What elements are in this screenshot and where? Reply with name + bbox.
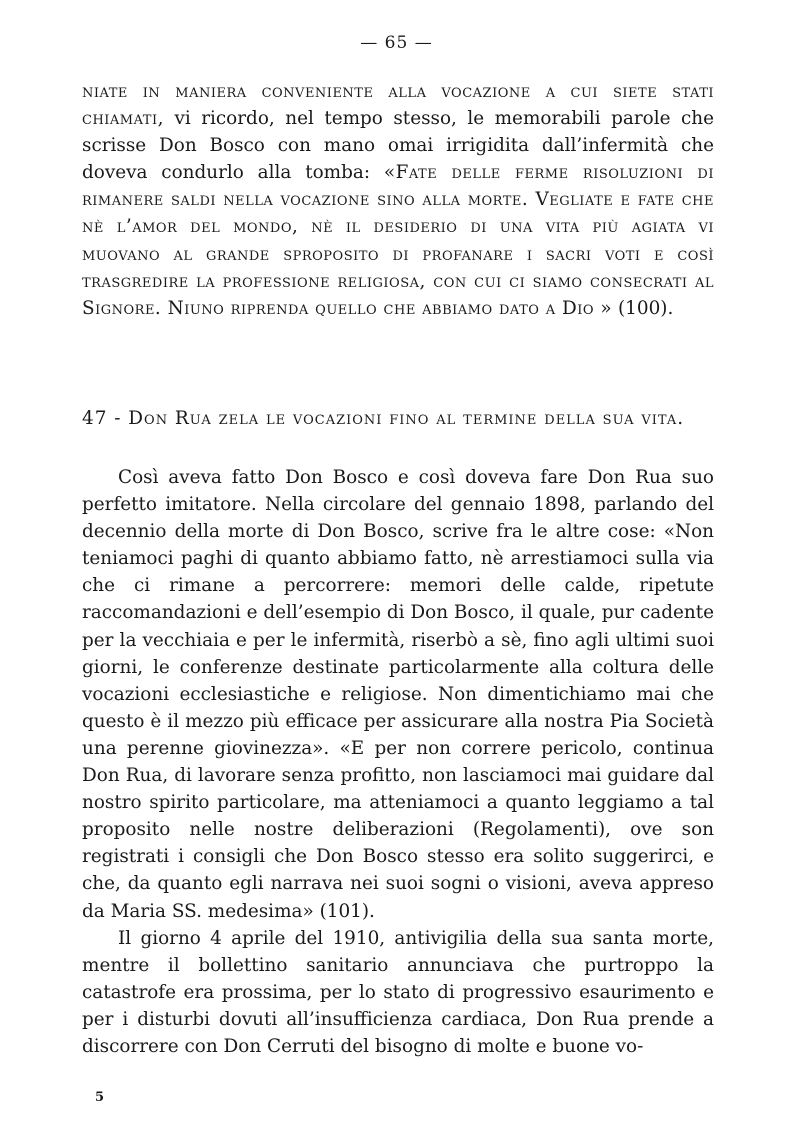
continued-paragraph bbox=[82, 78, 714, 322]
small-caps-quote-part-1: «Fate delle ferme risoluzioni di rimanere saldi nella vocazione sino alla morte. Vegliate e fate che nè l’amor del mondo, nè il desiderio di una vita più agiata vi muovano al grande sproposito di profanare i sacri voti e così trasgredire la professione religiosa, bbox=[82, 162, 714, 292]
page-number: — 65 — bbox=[360, 33, 433, 53]
paragraph: Così aveva fatto Don Bosco e così doveva fare Don Rua suo perfetto imitatore. Nella circolare del gennaio 1898, parlando del decennio della morte di Don Bosco, scrive fra le altre cose: «Non teniamoci paghi di quanto abbiamo fatto, nè arrestiamoci sulla via che ci rimane a percorrere: memori delle calde, ripetute raccomandazioni e dell’esempio di Don Bosco, il quale, pur cadente per la vecchiaia e per le infermità, riserbò a sè, fino agli ultimi suoi giorni, le conferenze destinate particolarmente alla coltura delle vocazioni ecclesiastiche e religiose. Non dimentichiamo mai che questo è il mezzo più efficace per assicurare alla nostra Pia Società una perenne giovinezza». «E per non correre pericolo, continua Don Rua, di lavorare senza profitto, non lasciamoci mai guidare dal nostro spirito particolare, ma atteniamoci a quanto leggiamo a tal proposito nelle nostre deliberazioni (Regolamenti), ove son registrati i consigli che Don Bosco stesso era solito suggerirci, e che, da quanto egli narrava nei suoi sogni o visioni, aveva appreso da Maria SS. medesima» (101). bbox=[82, 467, 714, 922]
body-text: vi ricordo, nel tempo stesso, le memorabili parole che scrisse Don Bosco con mano omai irrigidita dall’infermità che doveva condurlo alla tomba: bbox=[82, 108, 714, 184]
paragraph: Il giorno 4 aprile del 1910, antivigilia della sua santa morte, mentre il bollettino sanitario annunciava che purtroppo la catastrofe era prossima, per lo stato di progressivo esaurimento e per i disturbi dovuti all’insufficienza cardiaca, Don Rua prende a discorrere con Don Cerruti del bisogno di molte e buone vo- bbox=[82, 927, 714, 1057]
small-caps-lead: niate in maniera conveniente alla vocazione a cui siete stati chiamati, bbox=[82, 81, 714, 130]
footnote-ref: (100). bbox=[612, 297, 674, 319]
small-caps-quote-part-2: con cui ci siamo consecrati al Signore. Niuno riprenda quello che abbiamo dato a Dio » bbox=[82, 270, 715, 319]
section-body bbox=[82, 464, 714, 1060]
section-heading: 47 - Don Rua zela le vocazioni fino al termine della sua vita. bbox=[82, 408, 685, 429]
signature-mark: 5 bbox=[95, 1090, 105, 1105]
